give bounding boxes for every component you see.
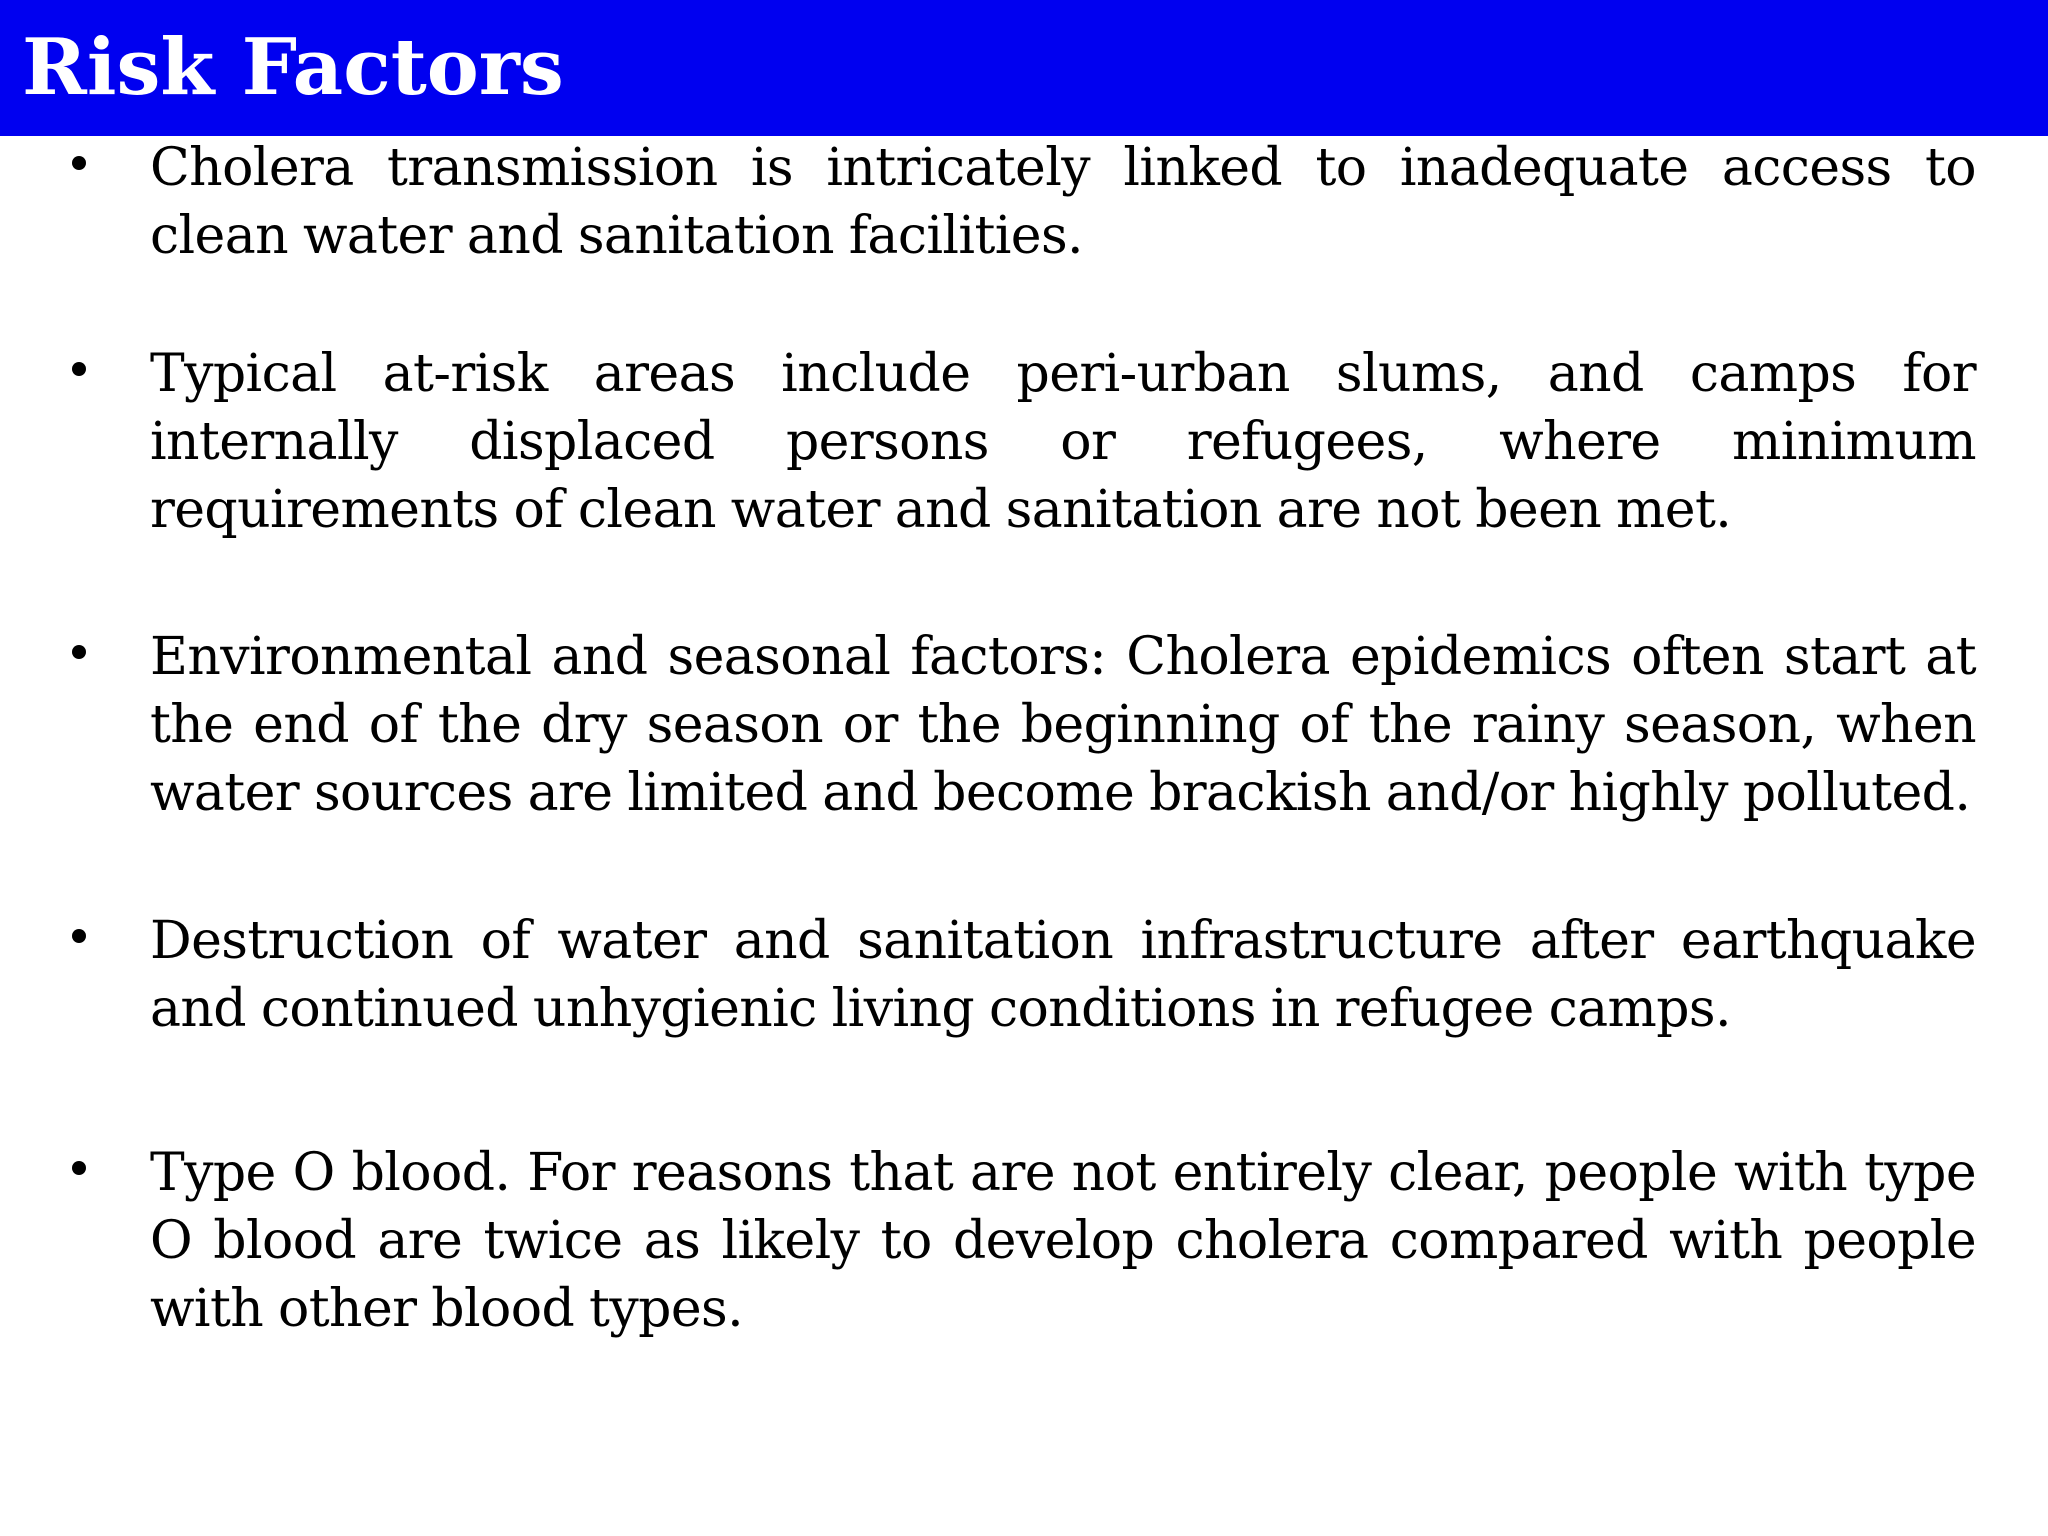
bullet-icon xyxy=(72,362,86,376)
bullet-text: Typical at-risk areas include peri-urban slums, and camps for internally displaced persons or refugees, where minimum requirements of clean water and sanitation are not been met. xyxy=(150,344,1976,540)
bullet-text: Environmental and seasonal factors: Cholera epidemics often start at the end of the dry season or the beginning of the rainy season, when water sources are limited and become brackish and/or highly polluted. xyxy=(150,627,1976,823)
slide-title: Risk Factors xyxy=(22,22,564,113)
bullet-icon xyxy=(72,929,86,943)
bullet-icon xyxy=(72,1161,86,1175)
bullet-text: Type O blood. For reasons that are not entirely clear, people with type O blood are twice as likely to develop cholera compared with people with other blood types. xyxy=(150,1143,1976,1339)
bullet-icon xyxy=(72,156,86,170)
bullet-text: Cholera transmission is intricately linked to inadequate access to clean water and sanitation facilities. xyxy=(150,138,1976,266)
title-bar xyxy=(0,0,2048,136)
bullet-icon xyxy=(72,645,86,659)
bullet-text: Destruction of water and sanitation infrastructure after earthquake and continued unhygienic living conditions in refugee camps. xyxy=(150,911,1976,1039)
